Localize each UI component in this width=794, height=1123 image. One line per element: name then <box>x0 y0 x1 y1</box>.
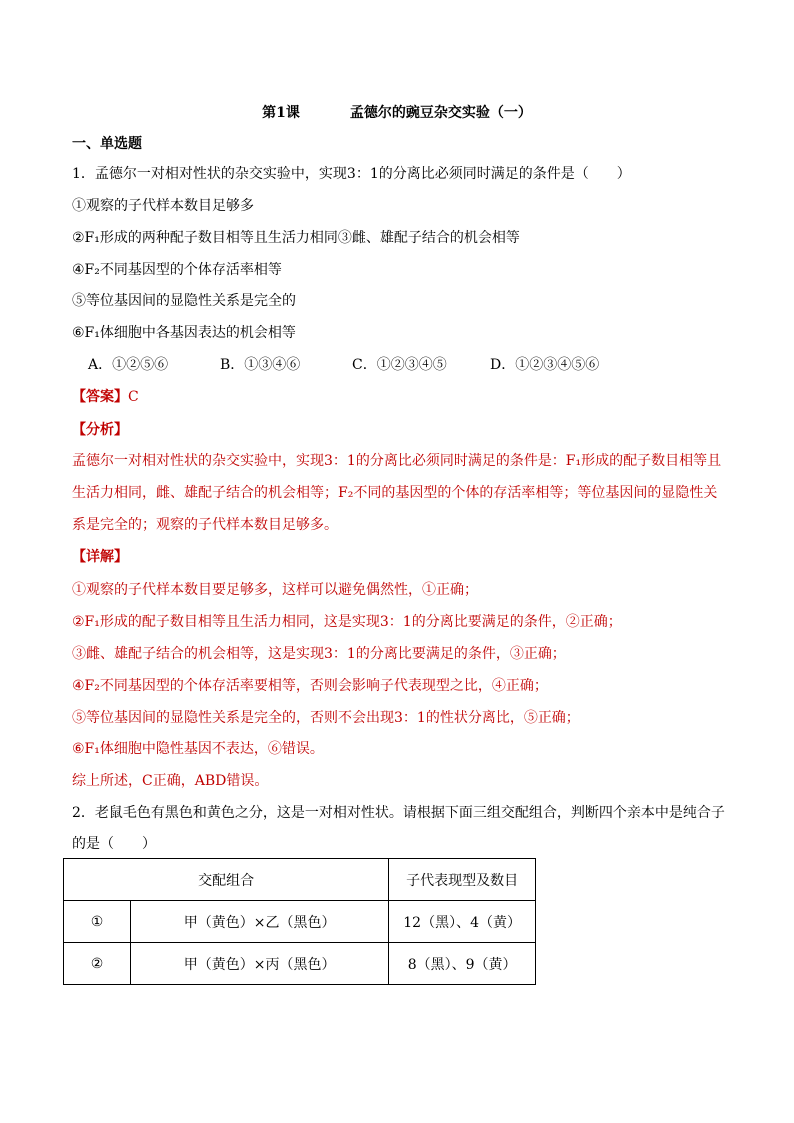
detail-text: ⑥F₁体细胞中隐性基因不表达，⑥错误。 <box>72 741 324 757</box>
option-c: C．①②③④⑤ <box>352 357 447 373</box>
detail-text: ⑤等位基因间的显隐性关系是完全的，否则不会出现3：1的性状分离比，⑤正确； <box>72 710 580 726</box>
analysis-text: 系是完全的；观察的子代样本数目足够多。 <box>72 517 338 533</box>
row-id: ② <box>64 943 131 985</box>
q2-stem-cont: 的是（ ） <box>72 836 156 852</box>
analysis-text: 生活力相同，雌、雄配子结合的机会相等；F₂不同的基因型的个体的存活率相等；等位基因间的显隐性关 <box>72 485 718 501</box>
q2-stem: 2．老鼠毛色有黑色和黄色之分，这是一对相对性状。请根据下面三组交配组合，判断四个亲本中是纯合子 <box>72 805 725 821</box>
q1-item: ④F₂不同基因型的个体存活率相等 <box>72 262 282 278</box>
row-cross: 甲（黄色）×乙（黑色） <box>131 901 389 943</box>
q1-item: ⑤等位基因间的显隐性关系是完全的 <box>72 293 296 309</box>
detail-text: ②F₁形成的配子数目相等且生活力相同，这是实现3：1的分离比要满足的条件，②正确； <box>72 614 622 630</box>
table-header: 交配组合 <box>64 859 389 901</box>
q1-options <box>88 355 599 375</box>
answer-label: 【答案】 <box>72 389 128 405</box>
row-result: 12（黑）、4（黄） <box>389 901 536 943</box>
page-title <box>0 102 794 122</box>
section-heading: 一、单选题 <box>72 136 142 152</box>
lesson-name: 孟德尔的豌豆杂交实验（一） <box>349 105 532 121</box>
row-id: ① <box>64 901 131 943</box>
table-row <box>64 943 536 985</box>
q1-item: ①观察的子代样本数目足够多 <box>72 198 254 214</box>
answer-value: C <box>128 389 139 405</box>
row-cross: 甲（黄色）×丙（黑色） <box>131 943 389 985</box>
option-a: A．①②⑤⑥ <box>88 357 169 373</box>
detail-text: ④F₂不同基因型的个体存活率要相等，否则会影响子代表现型之比，④正确； <box>72 678 548 694</box>
detail-text: ①观察的子代样本数目要足够多，这样可以避免偶然性，①正确； <box>72 582 478 598</box>
detail-label: 【详解】 <box>72 549 128 565</box>
detail-text: ③雌、雄配子结合的机会相等，这是实现3：1的分离比要满足的条件，③正确； <box>72 646 566 662</box>
lesson-number: 第1课 <box>262 105 300 121</box>
table-header-row <box>64 859 536 901</box>
table-header: 子代表现型及数目 <box>389 859 536 901</box>
q1-item: ②F₁形成的两种配子数目相等且生活力相同③雌、雄配子结合的机会相等 <box>72 230 520 246</box>
option-d: D．①②③④⑤⑥ <box>490 357 600 373</box>
detail-summary: 综上所述，C正确，ABD错误。 <box>72 773 269 789</box>
analysis-text: 孟德尔一对相对性状的杂交实验中，实现3：1的分离比必须同时满足的条件是：F₁形成的配子数目相等且 <box>72 453 722 469</box>
answer-line <box>72 387 139 407</box>
q1-stem: 1．孟德尔一对相对性状的杂交实验中，实现3：1的分离比必须同时满足的条件是（ ） <box>72 166 631 182</box>
analysis-label: 【分析】 <box>72 422 128 438</box>
q1-item: ⑥F₁体细胞中各基因表达的机会相等 <box>72 325 296 341</box>
option-b: B．①③④⑥ <box>220 357 301 373</box>
cross-table <box>63 858 536 985</box>
table-row <box>64 901 536 943</box>
row-result: 8（黑）、9（黄） <box>389 943 536 985</box>
